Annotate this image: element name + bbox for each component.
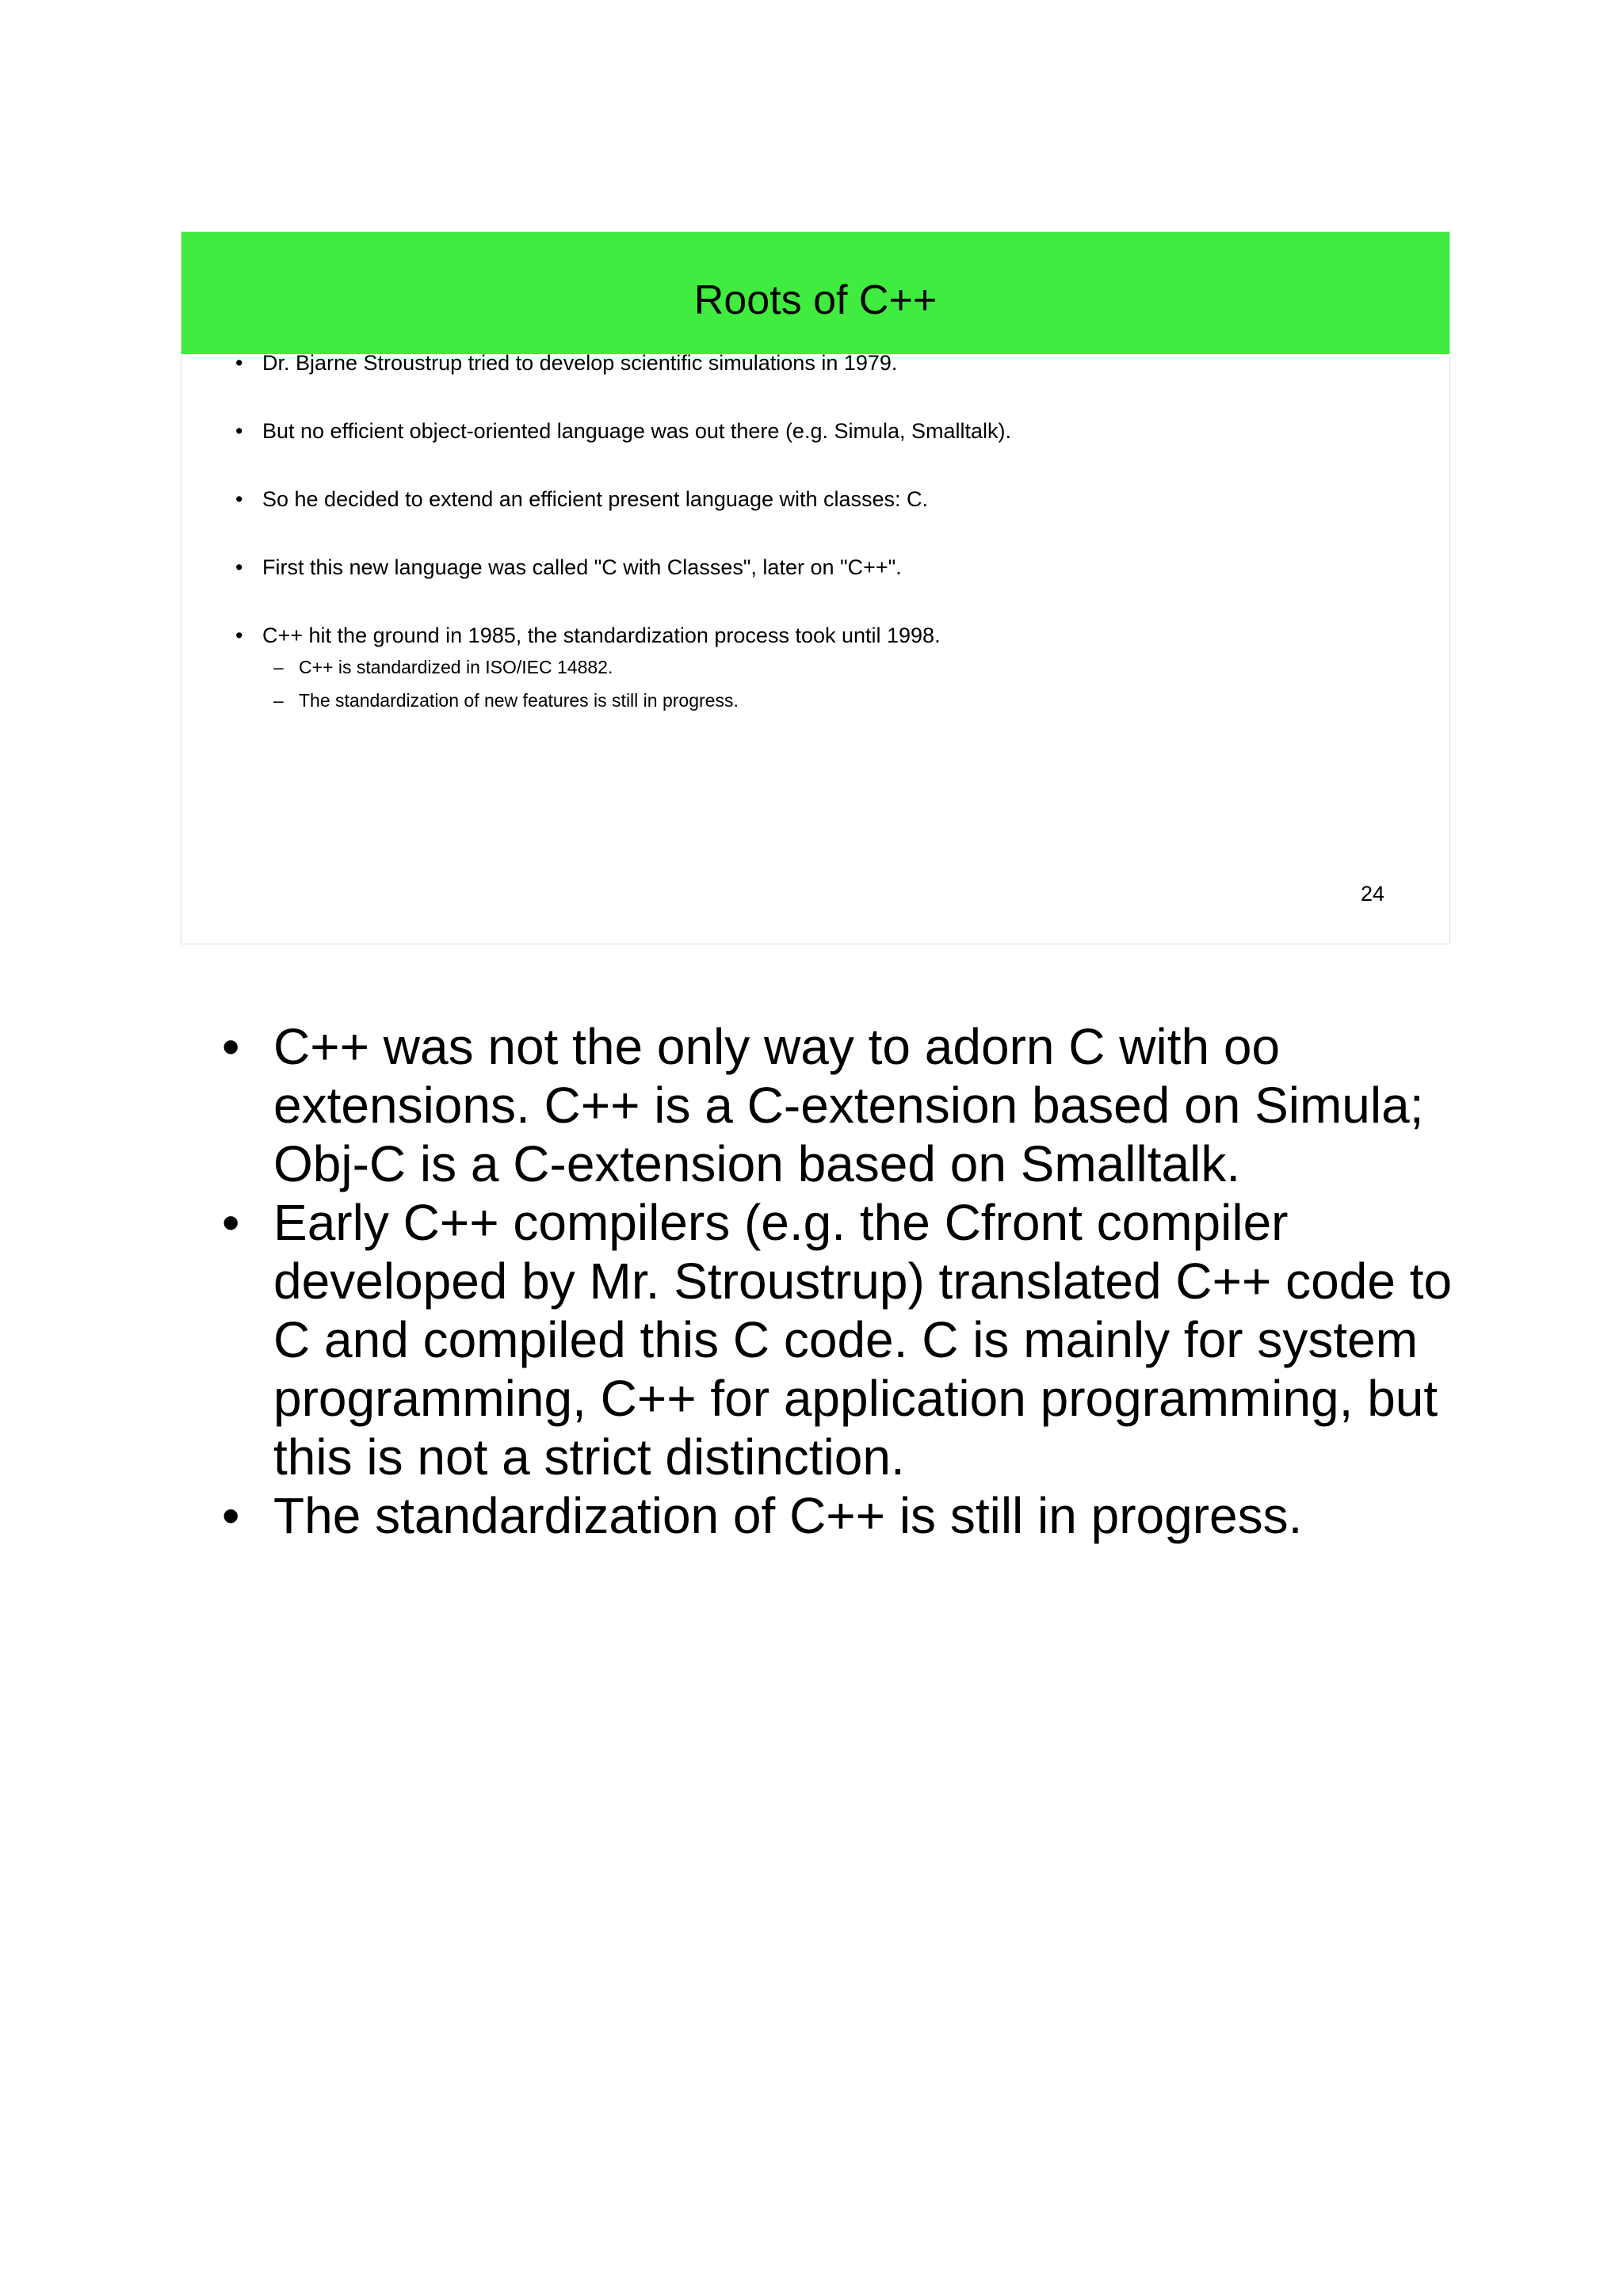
slide-sub-bullet-text: The standardization of new features is still in progress. xyxy=(299,690,739,711)
slide-bullet-text: First this new language was called "C with Classes", later on "C++". xyxy=(262,555,902,579)
slide-page-number: 24 xyxy=(1361,882,1385,906)
slide xyxy=(181,231,1450,944)
bullet-marker: • xyxy=(235,555,243,579)
note-item xyxy=(222,1017,1458,1193)
bullet-marker: • xyxy=(235,624,243,647)
slide-sub-bullet-text: C++ is standardized in ISO/IEC 14882. xyxy=(299,657,613,677)
dash-marker: – xyxy=(273,690,284,711)
note-item xyxy=(222,1486,1458,1545)
bullet-marker: • xyxy=(222,1487,240,1544)
note-item xyxy=(222,1193,1458,1486)
bullet-marker: • xyxy=(235,487,243,511)
slide-bullet-text: Dr. Bjarne Stroustrup tried to develop scientific simulations in 1979. xyxy=(262,351,898,375)
slide-title: Roots of C++ xyxy=(693,277,938,323)
slide-bullet-text: C++ hit the ground in 1985, the standardization process took until 1998. xyxy=(262,624,941,647)
dash-marker: – xyxy=(273,657,284,677)
bullet-marker: • xyxy=(235,419,243,443)
speaker-notes xyxy=(222,1017,1458,1545)
note-text: The standardization of C++ is still in progress. xyxy=(273,1487,1303,1544)
bullet-marker: • xyxy=(222,1018,240,1075)
note-text: Early C++ compilers (e.g. the Cfront compiler developed by Mr. Stroustrup) translated C++ code to C and compiled this C code. C is mainly for system programming, C++ for application programming, but this is not a strict distinction. xyxy=(273,1194,1453,1486)
bullet-marker: • xyxy=(235,351,243,375)
bullet-marker: • xyxy=(222,1194,240,1251)
slide-bullet-text: So he decided to extend an efficient present language with classes: C. xyxy=(262,487,929,511)
slide-header xyxy=(181,232,1449,354)
note-text: C++ was not the only way to adorn C with oo extensions. C++ is a C-extension based on Simula; Obj-C is a C-extension based on Smalltalk. xyxy=(273,1018,1424,1192)
slide-bullet-text: But no efficient object-oriented language was out there (e.g. Simula, Smalltalk). xyxy=(262,419,1012,443)
